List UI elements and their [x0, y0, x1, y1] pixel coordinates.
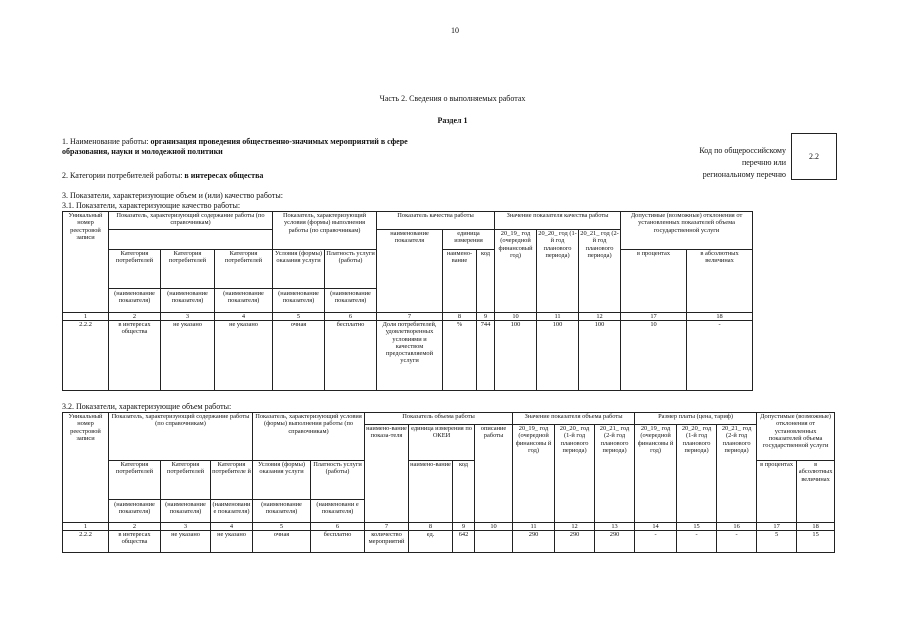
q-h-unit-name: наимено-вание — [443, 250, 477, 313]
q-num: 17 — [621, 313, 687, 321]
v-h-cat1: Категория потребителей (наименование показателя) — [109, 461, 161, 523]
q-h-name: наименование показателя — [377, 230, 443, 313]
q-h-cond1: Условия (формы) оказания услуги (наименование показателя) — [273, 250, 325, 313]
q-cell-unit-name: % — [443, 321, 477, 391]
work-name-line — [62, 137, 522, 147]
v-num: 7 — [365, 523, 409, 531]
v-h-cond2: Платность услуги (работы) (наименовани е показателя) — [311, 461, 365, 523]
q-num: 6 — [325, 313, 377, 321]
q-cell-percent: 10 — [621, 321, 687, 391]
v-h-conditions: Показатель, характеризующий условия (формы) выполнения работы (по справочникам) — [253, 413, 365, 461]
code-box: 2.2 — [791, 133, 837, 180]
quality-header-row-1 — [63, 212, 753, 230]
q-h-cat2: Категория потребителей (наименование показателя) — [161, 250, 215, 313]
v-h-year3: 20_21_ год (2-й год планового периода) — [595, 425, 635, 523]
work-name-value-1: организация проведения общественно-значимых мероприятий в сфере — [150, 137, 408, 146]
code-label-1: Код по общероссийскому — [699, 146, 786, 155]
v-num: 15 — [677, 523, 717, 531]
q-num: 5 — [273, 313, 325, 321]
q-num: 1 — [63, 313, 109, 321]
v-h-pyear1: 20_19_ год (очередной финансовы й год) — [635, 425, 677, 523]
quality-number-row — [63, 313, 753, 321]
v-num: 13 — [595, 523, 635, 531]
v-h-price: Размер платы (цена, тариф) — [635, 413, 757, 425]
v-h-cat2: Категория потребителей (наименование показателя) — [161, 461, 211, 523]
code-label-2: перечню или — [741, 158, 786, 167]
table-row — [63, 531, 835, 553]
v-h-volume: Показатель объема работы — [365, 413, 513, 425]
v-num: 17 — [757, 523, 797, 531]
v-h-deviation: Допустимые (возможные) отклонения от установленных показателей объема государственной услуги — [757, 413, 835, 461]
q-h-unit: единица измерения — [443, 230, 495, 250]
q-cell-year2: 100 — [537, 321, 579, 391]
q-h-cat1: Категория потребителей (наименование показателя) — [109, 250, 161, 313]
v-num: 2 — [109, 523, 161, 531]
q-cell-cat1: в интересах общества — [109, 321, 161, 391]
q-cell-year1: 100 — [495, 321, 537, 391]
volume-heading: 3.2. Показатели, характеризующие объем работы: — [62, 402, 232, 411]
indicators-heading: 3. Показатели, характеризующие объем и (или) качество работы: — [62, 191, 283, 200]
v-cell-unique: 2.2.2 — [63, 531, 109, 553]
v-num: 12 — [555, 523, 595, 531]
v-h-unique: Уникальный номер реестровой записи — [63, 413, 109, 523]
v-num: 1 — [63, 523, 109, 531]
q-h-value: Значение показателя качества работы — [495, 212, 621, 230]
q-h-conditions: Показатель, характеризующий условия (формы) выполнения работы (по справочникам) — [273, 212, 377, 250]
q-h-unique: Уникальный номер реестровой записи — [63, 212, 109, 313]
v-cell-price1: - — [635, 531, 677, 553]
v-num: 11 — [513, 523, 555, 531]
q-h-percent: в процентах — [621, 250, 687, 313]
q-h-unit-code: код — [477, 250, 495, 313]
q-num: 9 — [477, 313, 495, 321]
q-h-deviation: Допустимые (возможные) отклонения от установленных показателей объема государственной услуги — [621, 212, 753, 250]
q-num: 8 — [443, 313, 477, 321]
v-h-percent: в процентах — [757, 461, 797, 523]
v-cell-cat1: в интересах общества — [109, 531, 161, 553]
volume-number-row — [63, 523, 835, 531]
v-cell-absolute: 15 — [797, 531, 835, 553]
q-num: 10 — [495, 313, 537, 321]
v-h-name: наимено-вание показа-теля — [365, 425, 409, 523]
v-cell-percent: 5 — [757, 531, 797, 553]
v-num: 16 — [717, 523, 757, 531]
v-num: 18 — [797, 523, 835, 531]
consumer-line — [62, 171, 522, 181]
v-h-unit-name: наимено-вание — [409, 461, 453, 523]
v-h-year2: 20_20_ год (1-й год планового периода) — [555, 425, 595, 523]
page-number: 10 — [451, 26, 459, 35]
v-cell-indicator: количество мероприятий — [365, 531, 409, 553]
q-h-cond2: Платность услуги (работы) (наименование показателя) — [325, 250, 377, 313]
v-cell-year3: 290 — [595, 531, 635, 553]
q-h-absolute: в абсолютных величинах — [687, 250, 753, 313]
v-h-content: Показатель, характеризующий содержание работы (по справочникам) — [109, 413, 253, 461]
v-cell-cond2: бесплатно — [311, 531, 365, 553]
quality-heading: 3.1. Показатели, характеризующие качество работы: — [62, 201, 241, 210]
v-cell-desc — [475, 531, 513, 553]
part-title: Часть 2. Сведения о выполняемых работах — [379, 94, 526, 103]
code-label-3: региональному перечню — [702, 170, 786, 179]
v-h-pyear2: 20_20_ год (1-й год планового периода) — [677, 425, 717, 523]
v-cell-cat2: не указано — [161, 531, 211, 553]
q-h-year1: 20_19_ год (очередной финансовый год) — [495, 230, 537, 313]
v-cell-year2: 290 — [555, 531, 595, 553]
v-num: 4 — [211, 523, 253, 531]
q-cell-cat3: не указано — [215, 321, 273, 391]
q-h-cat3: Категория потребителей (наименование показателя) — [215, 250, 273, 313]
v-num: 9 — [453, 523, 475, 531]
q-cell-indicator: Доля потребителей, удовлетворенных условиями и качеством предоставляемой услуги — [377, 321, 443, 391]
q-num: 4 — [215, 313, 273, 321]
work-name-value-2: образования, науки и молодежной политики — [62, 147, 223, 156]
v-num: 8 — [409, 523, 453, 531]
q-h-content: Показатель, характеризующий содержание работы (по справочникам) — [109, 212, 273, 230]
volume-header-row-1 — [63, 413, 835, 425]
volume-table — [62, 412, 835, 553]
q-cell-cond1: очная — [273, 321, 325, 391]
q-num: 2 — [109, 313, 161, 321]
q-cell-unique: 2.2.2 — [63, 321, 109, 391]
v-h-unit-code: код — [453, 461, 475, 523]
q-num: 11 — [537, 313, 579, 321]
v-h-unit: единица измерения по ОКЕИ — [409, 425, 475, 461]
v-num: 14 — [635, 523, 677, 531]
v-num: 10 — [475, 523, 513, 531]
v-cell-cat3: не указано — [211, 531, 253, 553]
q-cell-year3: 100 — [579, 321, 621, 391]
v-h-desc: описание работы — [475, 425, 513, 523]
v-cell-cond1: очная — [253, 531, 311, 553]
v-num: 5 — [253, 523, 311, 531]
q-num: 7 — [377, 313, 443, 321]
q-cell-absolute: - — [687, 321, 753, 391]
q-cell-cond2: бесплатно — [325, 321, 377, 391]
q-cell-cat2: не указано — [161, 321, 215, 391]
v-h-year1: 20_19_ год (очередной финансовы й год) — [513, 425, 555, 523]
q-h-year2: 20_20_ год (1-й год планового периода) — [537, 230, 579, 313]
v-num: 3 — [161, 523, 211, 531]
v-cell-unit-name: ед. — [409, 531, 453, 553]
work-name-label: 1. Наименование работы: — [62, 137, 149, 146]
section-title: Раздел 1 — [437, 116, 468, 125]
q-num: 12 — [579, 313, 621, 321]
table-row — [63, 321, 753, 391]
quality-table — [62, 211, 753, 391]
v-h-pyear3: 20_21_ год (2-й год планового периода) — [717, 425, 757, 523]
v-h-cond1: Условия (формы) оказания услуги (наименование показателя) — [253, 461, 311, 523]
consumer-value: в интересах общества — [184, 171, 264, 180]
v-cell-price3: - — [717, 531, 757, 553]
v-h-absolute: в абсолютных величинах — [797, 461, 835, 523]
q-num: 3 — [161, 313, 215, 321]
v-cell-unit-code: 642 — [453, 531, 475, 553]
q-cell-unit-code: 744 — [477, 321, 495, 391]
v-h-value: Значение показателя объема работы — [513, 413, 635, 425]
q-h-quality: Показатель качества работы — [377, 212, 495, 230]
q-num: 18 — [687, 313, 753, 321]
v-num: 6 — [311, 523, 365, 531]
v-h-cat3: Категория потребителе й (наименовани е показателя) — [211, 461, 253, 523]
v-cell-price2: - — [677, 531, 717, 553]
q-h-content-spacer — [109, 230, 273, 250]
consumer-label: 2. Категории потребителей работы: — [62, 171, 183, 180]
v-cell-year1: 290 — [513, 531, 555, 553]
q-h-year3: 20_21_ год (2-й год планового периода) — [579, 230, 621, 313]
